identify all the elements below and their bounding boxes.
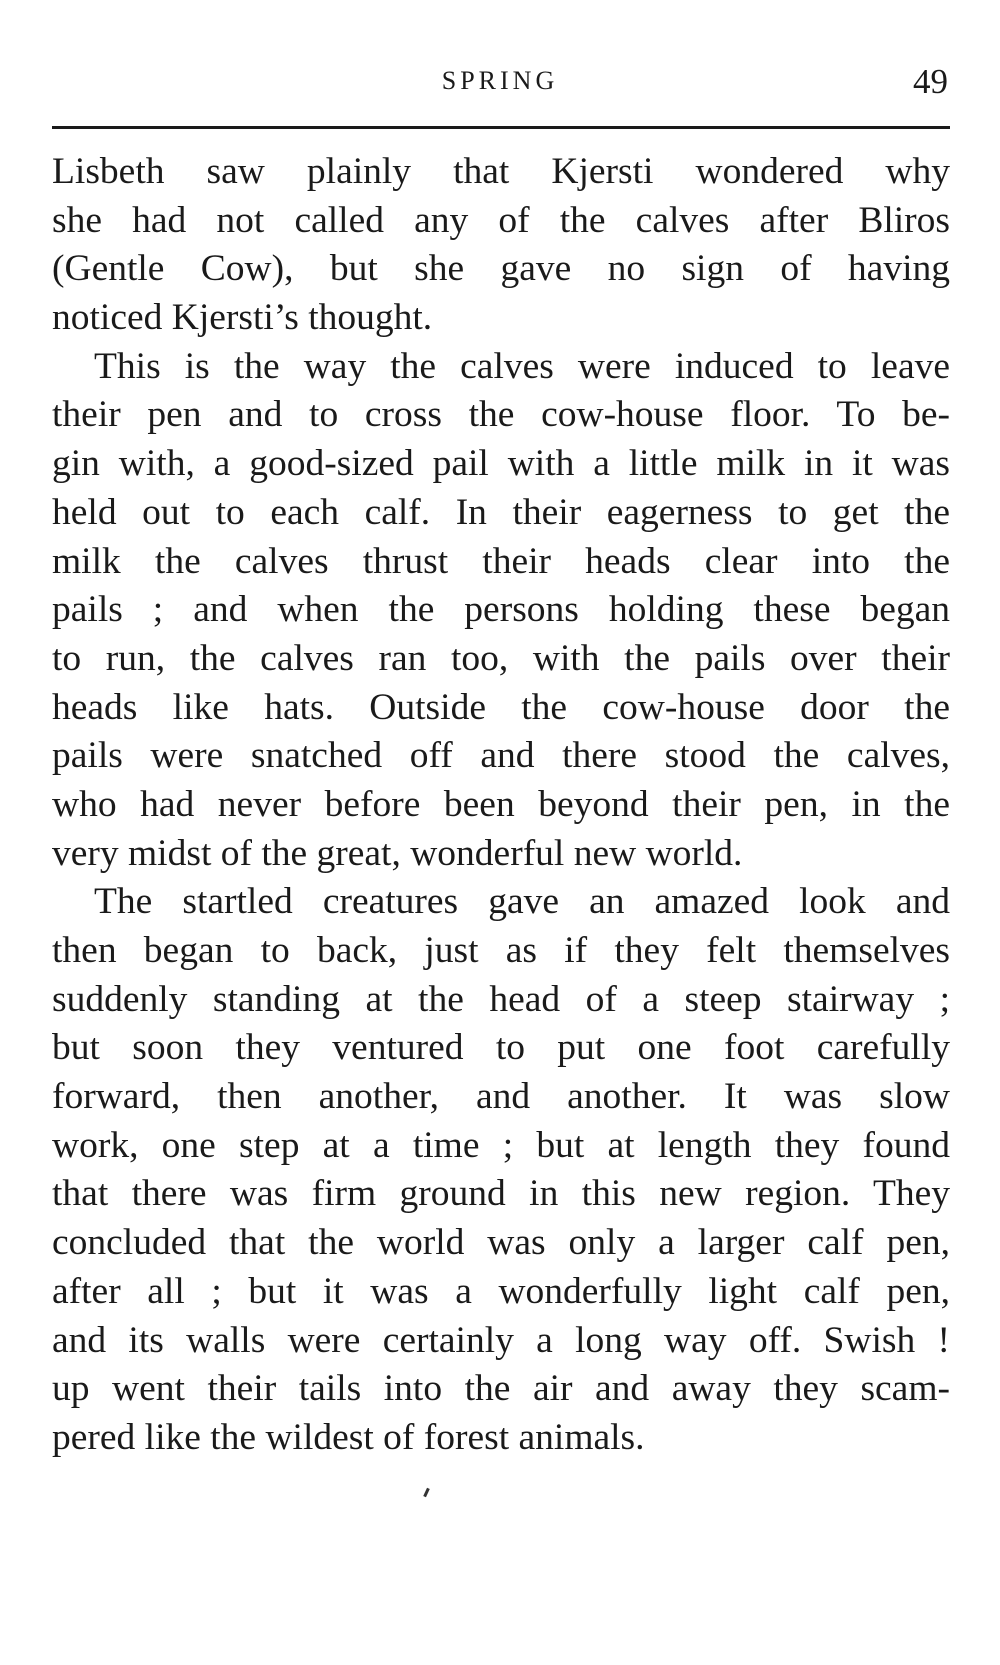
header-rule: [52, 126, 950, 129]
page-number: 49: [913, 62, 948, 101]
text-line: pails ; and when the persons holding these began: [52, 589, 950, 631]
body-text: [52, 148, 950, 1463]
text-line: (Gentle Cow), but she gave no sign of having: [52, 248, 950, 290]
text-line: Lisbeth saw plainly that Kjersti wondered why: [52, 151, 950, 192]
running-title: SPRING: [441, 66, 559, 95]
text-line: then began to back, just as if they felt themselves: [52, 930, 950, 971]
text-line: pered like the wildest of forest animals.: [52, 1416, 645, 1458]
text-line: who had never before been beyond their pen, in the: [52, 783, 950, 825]
text-line: their pen and to cross the cow-house floor. To be-: [52, 394, 950, 436]
text-line: forward, then another, and another. It was slow: [52, 1076, 950, 1118]
text-line: but soon they ventured to put one foot carefully: [52, 1027, 950, 1069]
text-line: and its walls were certainly a long way off. Swish !: [52, 1319, 950, 1361]
text-line: she had not called any of the calves after Bliros: [52, 199, 950, 241]
text-line: that there was firm ground in this new region. They: [52, 1173, 950, 1215]
ink-speck: [423, 1488, 430, 1497]
text-line: noticed Kjersti’s thought.: [52, 297, 433, 339]
text-line: heads like hats. Outside the cow-house door the: [52, 686, 950, 728]
text-line: work, one step at a time ; but at length they found: [52, 1124, 950, 1166]
text-line: The startled creatures gave an amazed look and: [94, 881, 950, 923]
text-line: to run, the calves ran too, with the pails over their: [52, 637, 950, 679]
text-line: This is the way the calves were induced to leave: [94, 345, 950, 387]
text-line: milk the calves thrust their heads clear into the: [52, 540, 950, 582]
text-line: suddenly standing at the head of a steep stairway ;: [52, 978, 950, 1020]
text-line: gin with, a good-sized pail with a little milk in it was: [52, 443, 950, 485]
text-line: held out to each calf. In their eagerness to get the: [52, 491, 950, 533]
text-line: pails were snatched off and there stood the calves,: [52, 735, 950, 777]
text-line: very midst of the great, wonderful new world.: [52, 832, 743, 874]
text-line: up went their tails into the air and away they scam-: [52, 1368, 950, 1410]
text-line: after all ; but it was a wonderfully light calf pen,: [52, 1270, 950, 1312]
text-line: concluded that the world was only a larger calf pen,: [52, 1222, 950, 1264]
running-head: [0, 62, 1000, 102]
